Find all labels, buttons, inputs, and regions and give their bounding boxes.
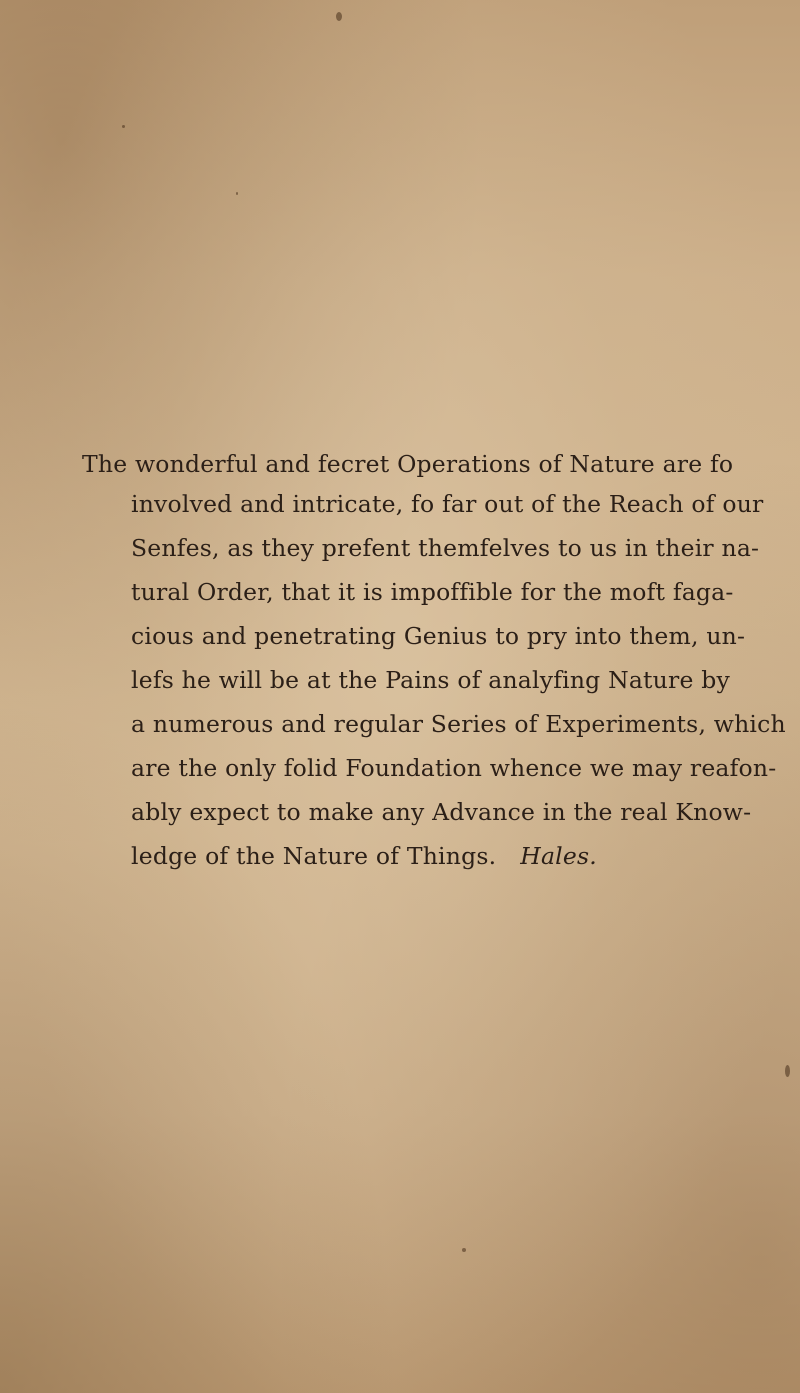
passage-line: lefs he will be at the Pains of analyfing Nature by (131, 666, 730, 694)
author-attribution: Hales. (520, 842, 597, 870)
passage-line: a numerous and regular Series of Experiments, which (131, 710, 786, 738)
passage-line: tural Order, that it is impoffible for the moft faga- (131, 578, 734, 606)
passage-line: Senfes, as they prefent themfelves to us in their na- (131, 534, 760, 562)
paper-speck (785, 1065, 790, 1077)
paper-speck (462, 1248, 466, 1252)
passage-line: The wonderful and fecret Operations of Nature are fo (82, 450, 734, 478)
passage-line: are the only folid Foundation whence we may reafon- (131, 754, 777, 782)
paper-speck (122, 125, 125, 128)
passage-line: ably expect to make any Advance in the real Know- (131, 798, 752, 826)
passage-last-line (131, 842, 597, 870)
paper-speck (236, 192, 238, 195)
passage-line: involved and intricate, fo far out of the Reach of our (131, 490, 764, 518)
passage-line: ledge of the Nature of Things. (131, 842, 497, 870)
passage-line: cious and penetrating Genius to pry into them, un- (131, 622, 746, 650)
paper-speck (336, 12, 342, 21)
